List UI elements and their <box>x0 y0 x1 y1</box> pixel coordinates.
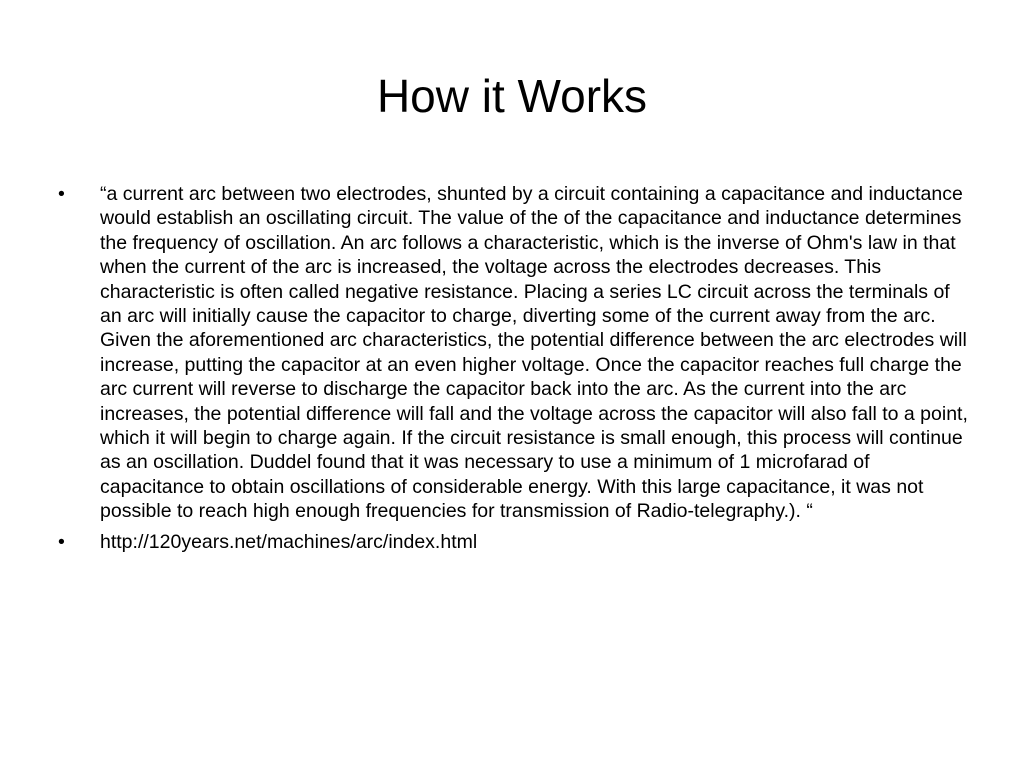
bullet-item-source <box>58 530 970 554</box>
quote-text: “a current arc between two electrodes, shunted by a circuit containing a capacitance and inductance would establish an oscillating circuit. The value of the of the capacitance and inductance determines the frequency of oscillation. An arc follows a characteristic, which is the inverse of Ohm's law in that when the current of the arc is increased, the voltage across the electrodes decreases. This characteristic is often called negative resistance. Placing a series LC circuit across the terminals of an arc will initially cause the capacitor to charge, diverting some of the current away from the arc. Given the aforementioned arc characteristics, the potential difference between the arc electrodes will increase, putting the capacitor at an even higher voltage. Once the capacitor reaches full charge the arc current will reverse to discharge the capacitor back into the arc. As the current into the arc increases, the potential difference will fall and the voltage across the capacitor will also fall to a point, which it will begin to charge again. If the circuit resistance is small enough, this process will continue as an oscillation. Duddel found that it was necessary to use a minimum of 1 microfarad of capacitance to obtain oscillations of considerable energy. With this large capacitance, it was not possible to reach high enough frequencies for transmission of Radio-telegraphy.). “ <box>100 183 968 523</box>
bullet-item-quote <box>58 182 970 524</box>
bullet-dot-icon: • <box>58 530 65 553</box>
source-url-text: http://120years.net/machines/arc/index.html <box>100 530 478 553</box>
slide-title: How it Works <box>376 70 648 122</box>
bullet-list <box>58 182 970 560</box>
bullet-dot-icon: • <box>58 183 65 205</box>
